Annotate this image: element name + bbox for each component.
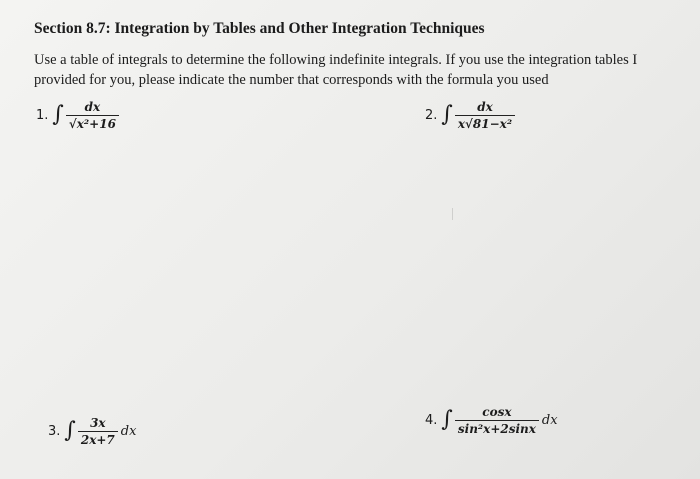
page-blemish: [452, 208, 453, 220]
problem-2: [425, 100, 515, 131]
denominator: 2x+7: [80, 433, 115, 447]
fraction: [455, 405, 539, 436]
differential: dx: [120, 424, 137, 439]
problem-number: 2.: [425, 108, 438, 123]
numerator: dx: [84, 100, 101, 114]
problem-number: 3.: [48, 424, 61, 439]
denominator: sin²x+2sinx: [457, 422, 536, 436]
numerator: cosx: [482, 405, 512, 419]
differential: dx: [541, 413, 558, 428]
denominator: [66, 116, 119, 131]
radical-sign: √: [68, 117, 77, 131]
integral-sign: ∫: [52, 101, 64, 127]
problem-1: [36, 100, 119, 131]
denominator-prefix: x: [457, 117, 466, 131]
integral-sign: ∫: [441, 406, 453, 432]
denominator-rest: x²+16: [76, 117, 116, 131]
problem-number: 4.: [425, 413, 438, 428]
denominator-rest: 81−x²: [472, 117, 513, 131]
radical-sign: √: [465, 117, 473, 131]
numerator: 3x: [90, 416, 106, 430]
problem-3: [48, 416, 136, 447]
numerator: dx: [477, 100, 493, 114]
problem-number: 1.: [36, 108, 49, 123]
instructions-text: Use a table of integrals to determine the following indefinite integrals. If you use the integration tables I provided for you, please indicate the number that corresponds with the formula you used: [34, 52, 638, 88]
integral-sign: ∫: [64, 417, 76, 443]
section-title: Section 8.7: Integration by Tables and Other Integration Techniques: [34, 20, 485, 37]
integral-sign: ∫: [441, 101, 453, 127]
denominator: [455, 116, 515, 131]
problem-4: [425, 405, 558, 436]
fraction: [455, 100, 515, 131]
fraction: [78, 416, 118, 447]
fraction: [66, 100, 119, 131]
